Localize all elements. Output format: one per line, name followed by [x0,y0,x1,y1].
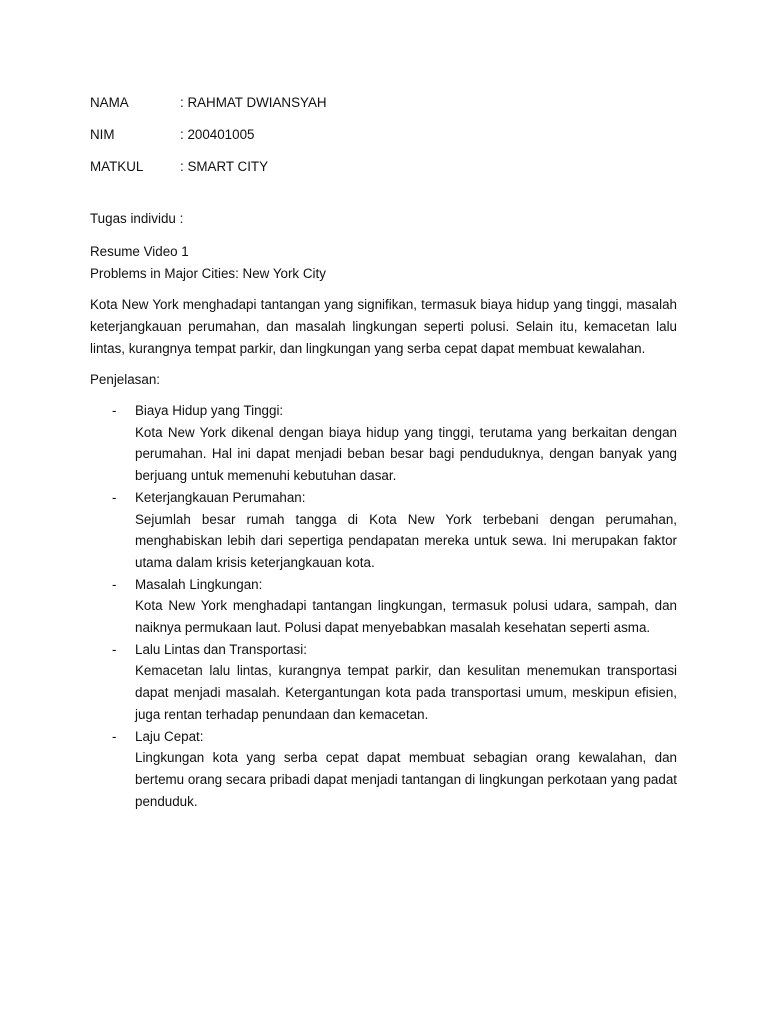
list-item [90,726,677,813]
summary-paragraph: Kota New York menghadapi tantangan yang signifikan, termasuk biaya hidup yang tinggi, masalah keterjangkauan perumahan, dan masalah lingkungan seperti polusi. Selain itu, kemacetan lalu lintas, kurangnya tempat parkir, dan lingkungan yang serba cepat dapat membuat kewalahan. [90,297,677,356]
list-item [90,487,677,574]
info-row-nim [90,125,677,145]
list-item [90,639,677,726]
list-item-title: Laju Cepat: [135,728,204,744]
info-value: : RAHMAT DWIANSYAH [180,95,327,110]
list-item-title: Keterjangkauan Perumahan: [135,489,306,505]
dash-bullet: - [112,489,117,505]
assignment-type: Tugas individu : [90,211,184,226]
info-label: MATKUL [90,159,144,174]
list-item [90,574,677,639]
resume-title [90,241,677,285]
list-item-title: Lalu Lintas dan Transportasi: [135,641,307,657]
info-value: : 200401005 [180,127,255,142]
list-item-body: Kota New York dikenal dengan biaya hidup yang tinggi, terutama yang berkaitan dengan perumahan. Hal ini dapat menjadi beban besar bagi penduduknya, dengan banyak yang berjuang untuk memenuhi kebutuhan dasar. [135,424,677,484]
dash-bullet: - [112,576,117,592]
info-row-course [90,157,677,177]
dash-bullet: - [112,641,117,657]
list-item-body: Kemacetan lalu lintas, kurangnya tempat parkir, dan kesulitan menemukan transportasi dapat menjadi masalah. Ketergantungan kota pada transportasi umum, meskipun efisien, juga rentan terhadap penundaan dan kemacetan. [135,663,677,722]
list-item-body: Sejumlah besar rumah tangga di Kota New York terbebani dengan perumahan, menghabiskan lebih dari sepertiga pendapatan mereka untuk sewa. Ini merupakan faktor utama dalam krisis keterjangkauan kota. [135,511,677,570]
explanation-list [90,400,677,812]
info-value: : SMART CITY [180,159,269,174]
dash-bullet: - [112,728,117,744]
list-item-title: Masalah Lingkungan: [135,576,263,592]
dash-bullet: - [112,403,117,418]
list-item-title: Biaya Hidup yang Tinggi: [135,403,284,418]
list-item [90,400,677,487]
list-item-body: Lingkungan kota yang serba cepat dapat membuat sebagian orang kewalahan, dan bertemu orang secara pribadi dapat menjadi tantangan di lingkungan perkotaan yang padat penduduk. [135,750,677,809]
list-item-body: Kota New York menghadapi tantangan lingkungan, termasuk polusi udara, sampah, dan naiknya permukaan laut. Polusi dapat menyebabkan masalah kesehatan seperti asma. [135,598,677,636]
resume-title-line: Resume Video 1 [90,244,189,259]
document-page [90,93,677,812]
info-label: NIM [90,127,115,142]
info-label: NAMA [90,95,129,110]
resume-subtitle-line: Problems in Major Cities: New York City [90,266,326,281]
info-row-name [90,93,677,113]
explanation-heading: Penjelasan: [90,372,160,387]
